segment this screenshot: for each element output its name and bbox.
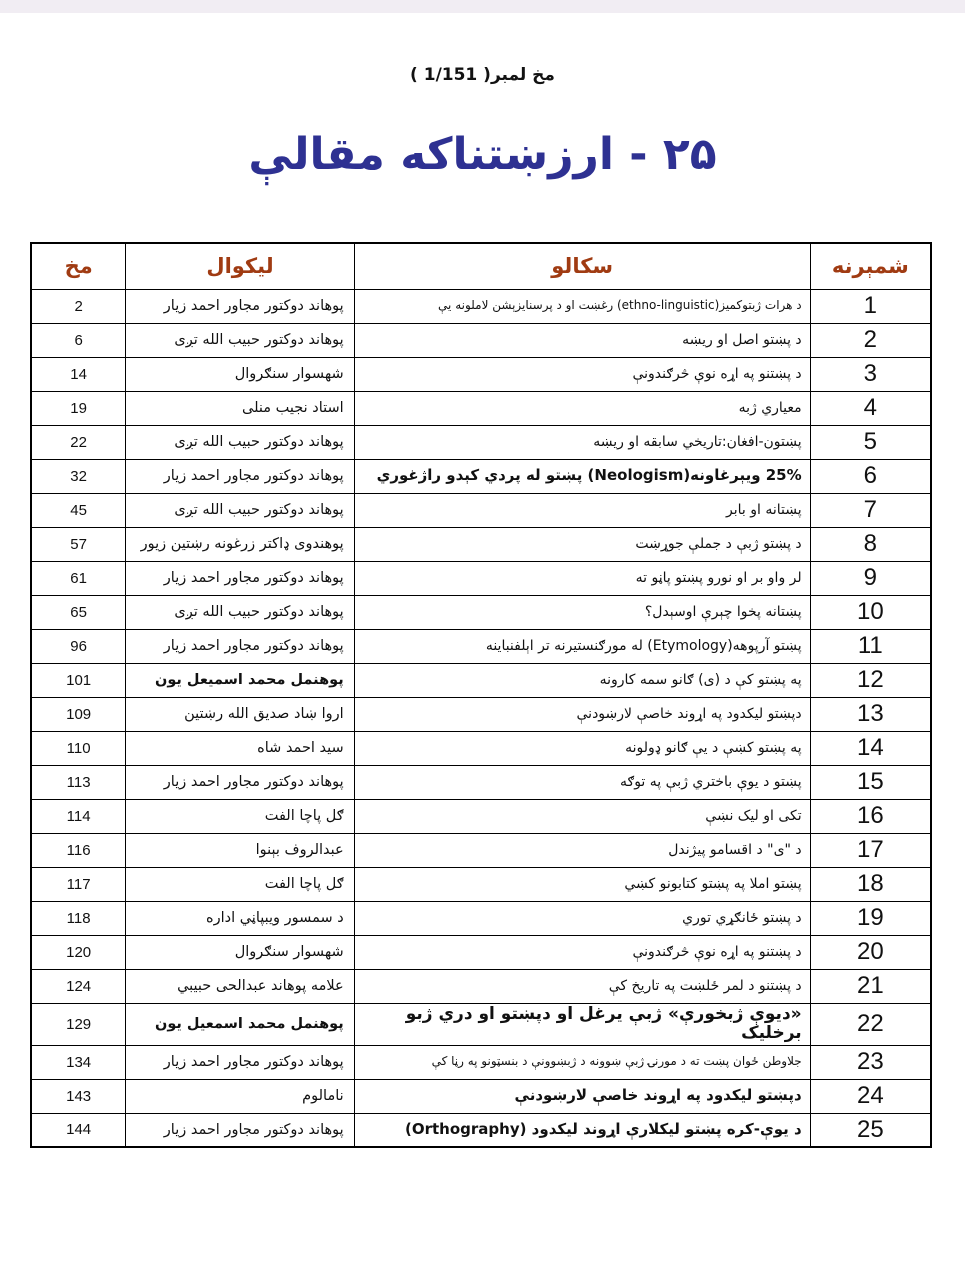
cell-page: 118 [31, 901, 126, 935]
articles-table [30, 242, 932, 1148]
cell-topic: دپښتو لیکدود په اړوند خاصې لارښودنې [354, 697, 810, 731]
table-row [31, 493, 931, 527]
cell-number: 11 [810, 629, 931, 663]
cell-author: اروا ښاد صدیق الله رښتین [126, 697, 354, 731]
cell-page: 45 [31, 493, 126, 527]
cell-number: 13 [810, 697, 931, 731]
cell-page: 134 [31, 1045, 126, 1079]
cell-author: پوهاند دوکتور مجاور احمد زیار [126, 289, 354, 323]
cell-topic: د پښتو ځانګړي توري [354, 901, 810, 935]
cell-topic: د پښتنو په اړه نوې څرګندونې [354, 935, 810, 969]
cell-page: 6 [31, 323, 126, 357]
cell-topic: د پښتو ژبې د جملې جوړښت [354, 527, 810, 561]
table-row [31, 731, 931, 765]
cell-author: علامه پوهاند عبدالحی حبیبي [126, 969, 354, 1003]
cell-author: پوهاند دوکتور حبیب الله تږی [126, 595, 354, 629]
cell-page: 110 [31, 731, 126, 765]
table-row [31, 1003, 931, 1045]
cell-author: پوهنمل محمد اسمیعل یون [126, 663, 354, 697]
cell-page: 57 [31, 527, 126, 561]
cell-topic: پښتانه او بابر [354, 493, 810, 527]
table-row [31, 969, 931, 1003]
cell-author: نامالوم [126, 1079, 354, 1113]
cell-number: 25 [810, 1113, 931, 1147]
cell-author: پوهاند دوکتور مجاور احمد زیار [126, 765, 354, 799]
column-header-number: شمېرنه [810, 243, 931, 289]
cell-topic: په پښتو کښې د یې ګانو ډولونه [354, 731, 810, 765]
cell-topic: جلاوطن ځوان پښت ته د مورنۍ ژبې ښوونه د ژبښوونې د بنسټونو په رڼا کې [354, 1045, 810, 1079]
cell-topic: د پښتو اصل او ریښه [354, 323, 810, 357]
cell-topic: پښتو د یوې باختري ژبې په توګه [354, 765, 810, 799]
cell-number: 8 [810, 527, 931, 561]
cell-topic: پښتو آرپوهه(Etymology) له مورګنستیرنه تر اېلفنباینه [354, 629, 810, 663]
cell-page: 14 [31, 357, 126, 391]
table-row [31, 663, 931, 697]
cell-topic: لر واو بر او نورو پښتو پاڼو ته [354, 561, 810, 595]
cell-author: پوهاند دوکتور مجاور احمد زیار [126, 561, 354, 595]
cell-number: 14 [810, 731, 931, 765]
cell-page: 2 [31, 289, 126, 323]
table-header [31, 243, 931, 289]
cell-author: پوهاند دوکتور مجاور احمد زیار [126, 629, 354, 663]
cell-topic: د یوې-کره پښتو لیکلارې اړوند لیکدود (Orthography) [354, 1113, 810, 1147]
cell-page: 113 [31, 765, 126, 799]
table-row [31, 935, 931, 969]
table-row [31, 629, 931, 663]
cell-number: 7 [810, 493, 931, 527]
cell-author: د سمسور ویبپاڼي اداره [126, 901, 354, 935]
cell-author: پوهندوی ډاکتر زرغونه رښتین زیور [126, 527, 354, 561]
table-row [31, 527, 931, 561]
cell-number: 21 [810, 969, 931, 1003]
table-row [31, 1113, 931, 1147]
table-row [31, 357, 931, 391]
table-row [31, 1045, 931, 1079]
cell-page: 129 [31, 1003, 126, 1045]
table-row [31, 833, 931, 867]
cell-number: 9 [810, 561, 931, 595]
cell-number: 10 [810, 595, 931, 629]
cell-author: پوهاند دوکتور مجاور احمد زیار [126, 459, 354, 493]
cell-number: 1 [810, 289, 931, 323]
table-row [31, 799, 931, 833]
cell-number: 6 [810, 459, 931, 493]
cell-topic: د "ی" د اقسامو پیژندل [354, 833, 810, 867]
cell-number: 19 [810, 901, 931, 935]
table-row [31, 765, 931, 799]
cell-page: 61 [31, 561, 126, 595]
column-header-topic: سکالو [354, 243, 810, 289]
cell-topic: «دیوې ژبخورې» ژبې یرغل او دپښتو او دري ژبو برخلیک [354, 1003, 810, 1045]
cell-page: 143 [31, 1079, 126, 1113]
table-row [31, 425, 931, 459]
cell-author: پوهنمل محمد اسمعیل یون [126, 1003, 354, 1045]
top-bar [0, 0, 965, 13]
header-row [31, 243, 931, 289]
cell-page: 96 [31, 629, 126, 663]
cell-number: 4 [810, 391, 931, 425]
cell-page: 101 [31, 663, 126, 697]
table-row [31, 595, 931, 629]
cell-number: 24 [810, 1079, 931, 1113]
cell-author: ګل پاچا الفت [126, 867, 354, 901]
cell-page: 116 [31, 833, 126, 867]
cell-topic: د پښتنو په اړه نوې څرګندونې [354, 357, 810, 391]
document-title: ۲۵ - ارزښتناکه مقالې [248, 129, 717, 180]
cell-number: 23 [810, 1045, 931, 1079]
cell-page: 144 [31, 1113, 126, 1147]
cell-topic: د هرات ژبتوکمیز(ethno-linguistic) رغښت او د پرسنایزېشن لاملونه یې [354, 289, 810, 323]
cell-author: عبدالروف بېنوا [126, 833, 354, 867]
cell-topic: د پښتنو د لمر ځلښت په تاریخ کې [354, 969, 810, 1003]
column-header-author: ليکوال [126, 243, 354, 289]
cell-author: پوهاند دوکتور حبیب الله تږی [126, 425, 354, 459]
cell-number: 3 [810, 357, 931, 391]
cell-number: 16 [810, 799, 931, 833]
table-row [31, 459, 931, 493]
cell-topic: 25% ویېرغاونه(Neologism) پښتو له پردي کېدو راژغوري [354, 459, 810, 493]
table-body [31, 289, 931, 1147]
cell-page: 114 [31, 799, 126, 833]
cell-topic: په پښتو کې د (ی) ګانو سمه کارونه [354, 663, 810, 697]
table-row [31, 1079, 931, 1113]
table-row [31, 391, 931, 425]
cell-topic: معیاري ژبه [354, 391, 810, 425]
cell-number: 18 [810, 867, 931, 901]
table-row [31, 323, 931, 357]
table-container [30, 242, 932, 1148]
cell-number: 17 [810, 833, 931, 867]
table-row [31, 867, 931, 901]
table-row [31, 289, 931, 323]
cell-topic: پښتون-افغان:تاریخي سابقه او ریښه [354, 425, 810, 459]
table-row [31, 901, 931, 935]
cell-number: 22 [810, 1003, 931, 1045]
cell-page: 120 [31, 935, 126, 969]
cell-number: 12 [810, 663, 931, 697]
cell-topic: دپښتو لیکدود په اړوند خاصې لارښودنې [354, 1079, 810, 1113]
cell-author: شهسوار سنګروال [126, 935, 354, 969]
cell-number: 2 [810, 323, 931, 357]
cell-page: 124 [31, 969, 126, 1003]
cell-page: 19 [31, 391, 126, 425]
cell-number: 20 [810, 935, 931, 969]
cell-topic: پښتانه پخوا چېرې اوسېدل؟ [354, 595, 810, 629]
cell-author: شهسوار سنګروال [126, 357, 354, 391]
page-number-header: مخ لمبر( 1/151 ) [410, 65, 555, 85]
cell-page: 117 [31, 867, 126, 901]
column-header-page: مخ [31, 243, 126, 289]
table-row [31, 561, 931, 595]
cell-number: 15 [810, 765, 931, 799]
cell-page: 32 [31, 459, 126, 493]
cell-author: استاد نجیب منلی [126, 391, 354, 425]
cell-author: پوهاند دوکتور مجاور احمد زیار [126, 1045, 354, 1079]
cell-topic: پښتو املا په پښتو کتابونو کښي [354, 867, 810, 901]
cell-author: سید احمد شاه [126, 731, 354, 765]
cell-number: 5 [810, 425, 931, 459]
cell-page: 65 [31, 595, 126, 629]
cell-author: پوهاند دوکتور حبیب الله تږی [126, 323, 354, 357]
cell-page: 109 [31, 697, 126, 731]
cell-author: پوهاند دوکتور حبیب الله تږی [126, 493, 354, 527]
cell-author: پوهاند دوکتور مجاور احمد زیار [126, 1113, 354, 1147]
cell-topic: تکی او لیک نښې [354, 799, 810, 833]
table-row [31, 697, 931, 731]
cell-author: ګل پاچا الفت [126, 799, 354, 833]
cell-page: 22 [31, 425, 126, 459]
